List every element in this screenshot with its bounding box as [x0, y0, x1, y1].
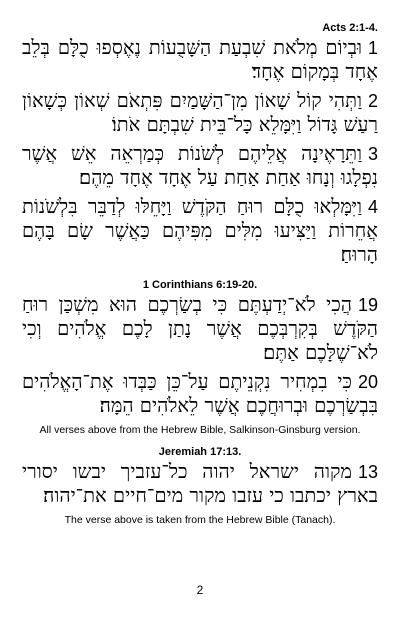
verse-text: כִּי בִמְחִיר נִקְנֵיתֶם עַל־כֵּן כַּבְּדוּ אֶת־הָאֱלֹהִים בִּבְשַׂרְכֶם וּבְרוּחֲכֶם אֲשֶׁר לֵאלֹהִים הֵמָּה׃ [22, 370, 378, 417]
source-note: All verses above from the Hebrew Bible, Salkinson-Ginsburg version. [39, 424, 361, 436]
verse-text: וַתֵּרָאֶינָה אֲלֵיהֶם לְשֹׁנוֹת כְּמַרְאֵה אֵשׁ אֲשֶׁר נִפְלָגוּ וְנָחוּ אַחַת אַחַת עַל אֶחָד אֶחָד מֵהֶם׃ [22, 142, 378, 189]
page-number: 2 [196, 583, 204, 597]
verse-number: 20 [357, 372, 378, 392]
verse-text: וַיִּמָּלְאוּ כֻלָּם רוּחַ הַקֹּדֶשׁ וַיָּחֵלּוּ לְדַבֵּר בִּלְשֹׁנוֹת אֲחֵרוֹת וַיַּצִּיעוּ מִלִּים מִפִּיהֶם כַּאֲשֶׁר שָׂם בָּהֶם הָרוּחַ׃ [22, 195, 378, 266]
verse [22, 142, 378, 190]
verse-number: 1 [367, 38, 378, 58]
corinthians-reference: 1 Corinthians 6:19-20. [142, 279, 258, 291]
verse [22, 195, 378, 267]
verse [22, 36, 378, 84]
verse-text: מקוה ישראל יהוה כל־עזביך יבשו יסורי בארץ יכתבו כי עזבו מקור מים־חיים את־יהוה׃ [22, 460, 378, 507]
verse-text: וּבְיוֹם מְלֹאת שִׁבְעַת הַשָּׁבֻעוֹת נֶאֶסְפוּ כֻלָּם בְּלֵב אֶחָד בְּמָקוֹם אֶחָד׃ [22, 36, 378, 83]
jeremiah-reference: Jeremiah 17:13. [158, 446, 242, 458]
verse-number: 4 [367, 197, 378, 217]
jeremiah-section [22, 446, 378, 526]
verse-text: וַתְּהִי קוֹל שָׁאוֹן מִן־הַשָּׁמַיִם פִּתְאֹם שְׁאוֹן כְּשָׁאוֹן רַעַשׁ גָּדוֹל וַיִּמָּלֵא כָּל־בֵּית שִׁבְתָּם אֹתוֹ׃ [22, 89, 378, 136]
corinthians-section [22, 279, 378, 436]
verse [22, 370, 378, 418]
verse [22, 460, 378, 508]
verse [22, 89, 378, 137]
verse-number: 2 [367, 91, 378, 111]
verse-number: 19 [357, 295, 378, 315]
acts-reference: Acts 2:1-4. [322, 22, 378, 34]
verse-number: 3 [367, 144, 378, 164]
verse-text: הֲכִי לֹא־יְדַעְתֶּם כִּי בְשַׂרְכֶם הוּא מִשְׁכַּן רוּחַ הַקֹּדֶשׁ בְּקִרְבְּכֶם אֲשֶׁר נָתַן לָכֶם אֱלֹהִים וְכִי לֹא־שֶׁלָּכֶם אַתֶּם׃ [22, 293, 378, 364]
source-note: The verse above is taken from the Hebrew Bible (Tanach). [64, 514, 336, 526]
acts-section [22, 22, 378, 267]
verse-number: 13 [357, 462, 378, 482]
verse [22, 293, 378, 365]
